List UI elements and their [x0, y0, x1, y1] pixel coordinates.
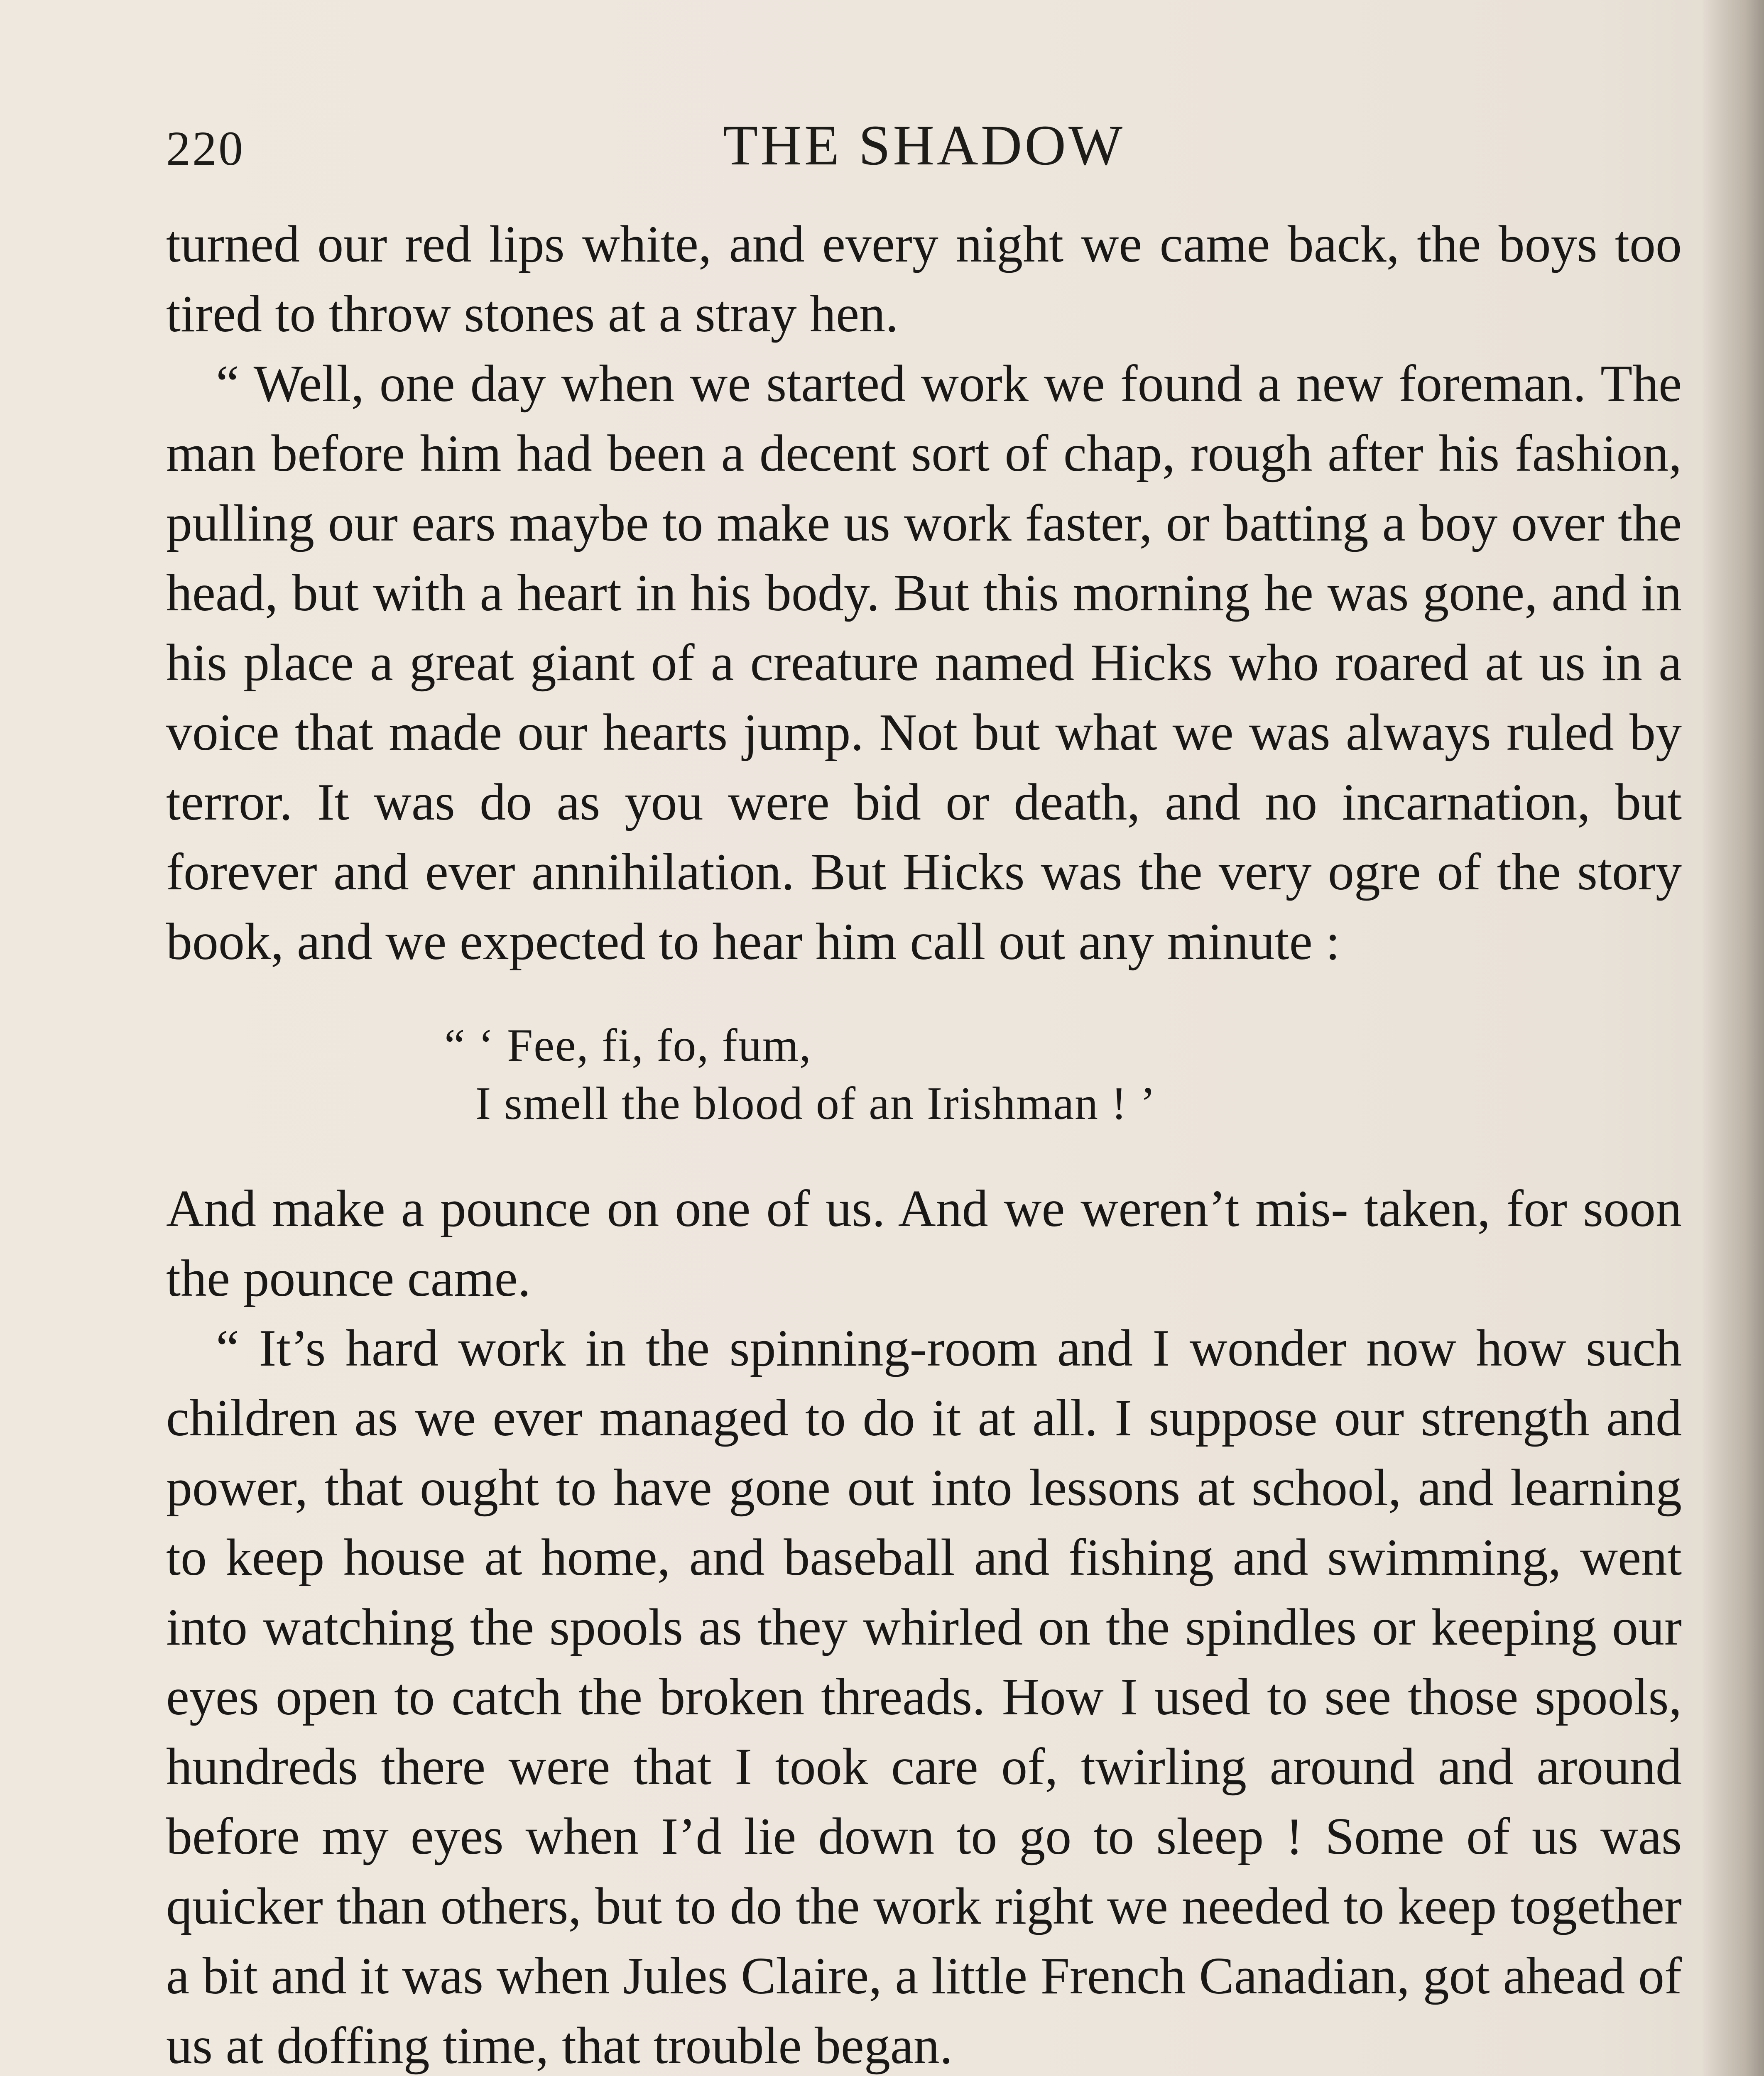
paragraph-3: And make a pounce on one of us. And we weren’t mis- taken, for soon the pounce came.: [166, 1180, 1682, 1307]
running-title: THE SHADOW: [723, 113, 1125, 177]
paragraph-1: turned our red lips white, and every night we came back, the boys too tired to throw stones at a stray hen.: [166, 215, 1682, 343]
verse-line-2: I smell the blood of an Irishman ! ’: [475, 1078, 1156, 1129]
page-gutter-shadow: [1702, 0, 1764, 2076]
verse-quote: [444, 1016, 1682, 1133]
body-text: [166, 210, 1682, 2076]
paragraph-4: “ It’s hard work in the spinning-room and I wonder now how such children as we ever managed to do it at all. I suppose our strength and power, that ought to have gone out into lessons at school, and learning to keep house at home, and baseball and fishing and swimming, went into watching the spools as they whirled on the spindles or keeping our eyes open to catch the broken threads. How I used to see those spools, hundreds there were that I took care of, twirling around and around before my eyes when I’d lie down to go to sleep ! Some of us was quicker than others, but to do the work right we needed to keep together a bit and it was when Jules Claire, a little French Canadian, got ahead of us at doffing time, that trouble began.: [166, 1320, 1682, 2075]
running-header: [166, 104, 1682, 187]
paragraph-2: “ Well, one day when we started work we found a new foreman. The man before him had been a decent sort of chap, rough after his fashion, pulling our ears maybe to make us work faster, or batting a boy over the head, but with a heart in his body. But this morning he was gone, and in his place a great giant of a creature named Hicks who roared at us in a voice that made our hearts jump. Not but what we was always ruled by terror. It was do as you were bid or death, and no incarnation, but forever and ever annihilation. But Hicks was the very ogre of the story book, and we expected to hear him call out any minute :: [166, 355, 1682, 971]
verse-line-1: “ ‘ Fee, fi, fo, fum,: [444, 1020, 812, 1071]
page-number: 220: [166, 121, 245, 176]
